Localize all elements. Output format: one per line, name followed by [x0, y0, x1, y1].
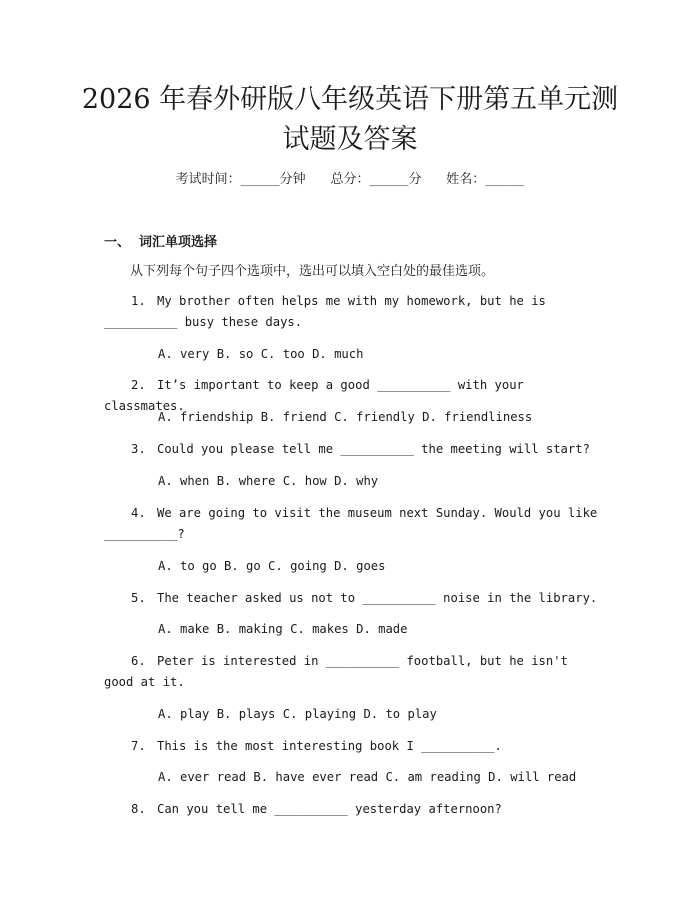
- question-7-options: A. ever read B. have ever read C. am reading D. will read: [158, 770, 577, 784]
- name-label: 姓名：______: [446, 172, 525, 187]
- question-number: 7.: [131, 739, 146, 753]
- question-2-options: A. friendship B. friend C. friendly D. friendliness: [158, 410, 533, 424]
- question-6-options: A. play B. plays C. playing D. to play: [158, 707, 437, 721]
- question-number: 8.: [131, 802, 146, 816]
- question-3: [104, 439, 600, 460]
- question-8: [104, 799, 600, 820]
- question-7: [104, 736, 600, 757]
- question-number: 2.: [131, 378, 146, 392]
- question-1-options: A. very B. so C. too D. much: [158, 347, 364, 361]
- question-number: 1.: [131, 294, 146, 308]
- question-5-options: A. make B. making C. makes D. made: [158, 622, 408, 636]
- question-text: We are going to visit the museum next Sunday. Would you like __________?: [104, 506, 598, 541]
- question-text: This is the most interesting book I __________.: [157, 739, 502, 753]
- question-6: [104, 651, 600, 693]
- question-number: 4.: [131, 506, 146, 520]
- section-heading: 一、 词汇单项选择: [104, 235, 218, 250]
- question-text: My brother often helps me with my homework, but he is __________ busy these days.: [104, 294, 546, 329]
- question-number: 5.: [131, 591, 146, 605]
- question-4-options: A. to go B. go C. going D. goes: [158, 559, 386, 573]
- page-title: [60, 80, 640, 160]
- total-score-label: 总分：______分: [330, 172, 422, 187]
- title-line-2: 试题及答案: [282, 124, 418, 155]
- exam-info-line: [0, 168, 700, 187]
- question-text: Can you tell me __________ yesterday afternoon?: [157, 802, 502, 816]
- question-3-options: A. when B. where C. how D. why: [158, 474, 379, 488]
- exam-time-label: 考试时间：______分钟: [175, 172, 306, 187]
- question-text: The teacher asked us not to __________ noise in the library.: [157, 591, 598, 605]
- question-number: 6.: [131, 654, 146, 668]
- question-1: [104, 291, 600, 333]
- section-instruction: 从下列每个句子四个选项中，选出可以填入空白处的最佳选项。: [130, 264, 495, 279]
- question-text: Peter is interested in __________ football, but he isn't good at it.: [104, 654, 568, 689]
- question-number: 3.: [131, 442, 146, 456]
- question-text: It’s important to keep a good __________ with your classmates.: [104, 378, 524, 413]
- question-5: [104, 588, 600, 609]
- question-text: Could you please tell me __________ the meeting will start?: [157, 442, 590, 456]
- title-line-1: 2026 年春外研版八年级英语下册第五单元测: [81, 84, 619, 115]
- question-4: [104, 503, 600, 545]
